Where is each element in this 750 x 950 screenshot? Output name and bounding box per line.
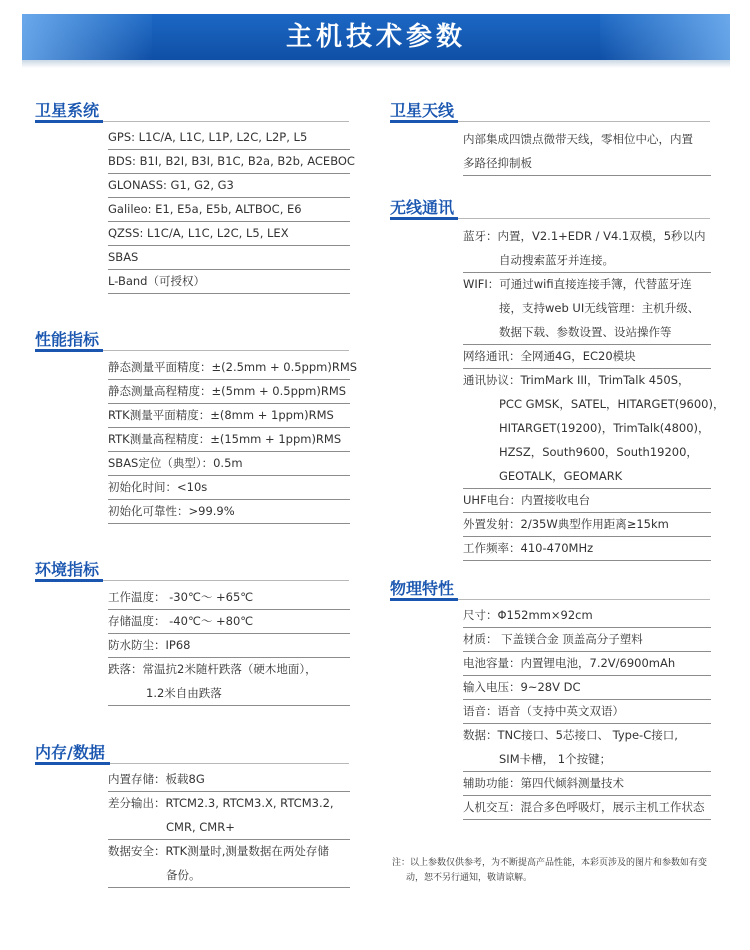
spec-row: 差分输出：RTCM2.3, RTCM3.X, RTCM3.2, <box>108 796 334 810</box>
spec-row: 初始化时间：<10s <box>108 476 350 500</box>
section-underline <box>35 762 110 765</box>
spec-row: SBAS定位（典型）：0.5m <box>108 452 350 476</box>
section-title-wireless: 无线通讯 <box>390 198 455 217</box>
spec-row: 人机交互：混合多色呼吸灯，展示主机工作状态 <box>463 796 711 820</box>
section-underline <box>35 120 103 123</box>
section-underline <box>390 598 458 601</box>
wireless-list <box>463 225 725 561</box>
spec-row-continuation: 接，支持web UI无线管理：主机升级、 <box>499 301 700 315</box>
spec-row: 存储温度： -40℃～ +80℃ <box>108 610 350 634</box>
spec-row: 蓝牙：内置，V2.1+EDR / V4.1双模，5秒以内 <box>463 229 706 243</box>
section-title-environment: 环境指标 <box>35 560 100 579</box>
satellite-list <box>108 126 355 294</box>
environment-list <box>108 586 350 706</box>
spec-row: 网络通讯：全网通4G，EC20模块 <box>463 345 711 369</box>
title-banner <box>22 14 730 60</box>
spec-row-continuation: 多路径抑制板 <box>463 152 711 176</box>
spec-row: BDS: B1I, B2I, B3I, B1C, B2a, B2b, ACEBOC <box>108 150 350 174</box>
spec-row: 电池容量：内置锂电池，7.2V/6900mAh <box>463 652 711 676</box>
spec-row: RTK测量平面精度：±(8mm + 1ppm)RMS <box>108 404 350 428</box>
spec-row: 数据安全：RTK测量时,测量数据在两处存储 <box>108 844 329 858</box>
spec-row: 内置存储：板载8G <box>108 768 350 792</box>
spec-row: 防水防尘：IP68 <box>108 634 350 658</box>
spec-row: 静态测量高程精度：±(5mm + 0.5ppm)RMS <box>108 380 350 404</box>
spec-row-continuation: PCC GMSK，SATEL，HITARGET(9600)， <box>499 397 725 411</box>
spec-row-continuation: HITARGET(19200)，TrimTalk(4800)， <box>499 421 710 435</box>
banner-shadow <box>22 60 730 68</box>
spec-row: 输入电压：9~28V DC <box>463 676 711 700</box>
note-line: 动，恕不另行通知，敬请谅解。 <box>406 873 533 883</box>
spec-row: 通讯协议：TrimMark III，TrimTalk 450S， <box>463 373 690 387</box>
section-underline <box>35 579 103 582</box>
spec-row: L-Band（可授权） <box>108 270 350 294</box>
section-underline <box>390 217 458 220</box>
spec-row: GLONASS: G1, G2, G3 <box>108 174 350 198</box>
spec-row-continuation: 1.2米自由跌落 <box>108 682 350 706</box>
spec-row: 材质： 下盖镁合金 顶盖高分子塑料 <box>463 628 711 652</box>
spec-row: 工作温度： -30℃～ +65℃ <box>108 586 350 610</box>
memory-list <box>108 768 350 888</box>
spec-row: Galileo: E1, E5a, E5b, ALTBOC, E6 <box>108 198 350 222</box>
spec-row-continuation: HZSZ，South9600，South19200， <box>499 445 698 459</box>
antenna-list <box>463 128 711 176</box>
section-underline <box>390 120 458 123</box>
spec-row: 初始化可靠性：>99.9% <box>108 500 350 524</box>
spec-row: QZSS: L1C/A, L1C, L2C, L5, LEX <box>108 222 350 246</box>
spec-row: RTK测量高程精度：±(15mm + 1ppm)RMS <box>108 428 350 452</box>
spec-row-continuation: CMR, CMR+ <box>108 816 350 840</box>
spec-row: 跌落：常温抗2米随杆跌落（硬木地面）， <box>108 662 317 676</box>
spec-row: 辅助功能：第四代倾斜测量技术 <box>463 772 711 796</box>
spec-row-continuation: 自动搜索蓝牙并连接。 <box>463 249 711 273</box>
physical-list <box>463 604 711 820</box>
disclaimer-note <box>392 856 722 886</box>
spec-row: 语音：语音（支持中英文双语） <box>463 700 711 724</box>
spec-row: 内部集成四馈点微带天线，零相位中心，内置 <box>463 132 693 146</box>
spec-row: WIFI：可通过wifi直接连接手簿，代替蓝牙连 <box>463 277 692 291</box>
section-title-memory: 内存/数据 <box>35 743 105 762</box>
spec-row-continuation: 数据下载、参数设置、设站操作等 <box>463 321 711 345</box>
spec-row-continuation: 备份。 <box>108 864 350 888</box>
spec-row: 静态测量平面精度：±(2.5mm + 0.5ppm)RMS <box>108 356 350 380</box>
section-title-physical: 物理特性 <box>390 579 455 598</box>
spec-row-continuation: GEOTALK，GEOMARK <box>463 465 711 489</box>
page-title: 主机技术参数 <box>285 22 466 52</box>
performance-list <box>108 356 358 524</box>
spec-row: 外置发射：2/35W典型作用距离≥15km <box>463 513 711 537</box>
spec-row: 尺寸：Φ152mm×92cm <box>463 604 711 628</box>
section-title-antenna: 卫星天线 <box>390 101 455 120</box>
section-underline <box>35 349 103 352</box>
note-line: 注：以上参数仅供参考，为不断提高产品性能，本彩页涉及的图片和参数如有变 <box>392 858 708 868</box>
spec-row: 数据：TNC接口、5芯接口、 Type-C接口, <box>463 728 678 742</box>
spec-row: SBAS <box>108 246 350 270</box>
section-title-performance: 性能指标 <box>35 330 100 349</box>
spec-row-continuation: SIM卡槽， 1个按键； <box>463 748 711 772</box>
spec-row: 工作频率：410-470MHz <box>463 537 711 561</box>
section-title-satellite: 卫星系统 <box>35 101 100 120</box>
spec-row: GPS: L1C/A, L1C, L1P, L2C, L2P, L5 <box>108 126 350 150</box>
spec-row: UHF电台：内置接收电台 <box>463 489 711 513</box>
